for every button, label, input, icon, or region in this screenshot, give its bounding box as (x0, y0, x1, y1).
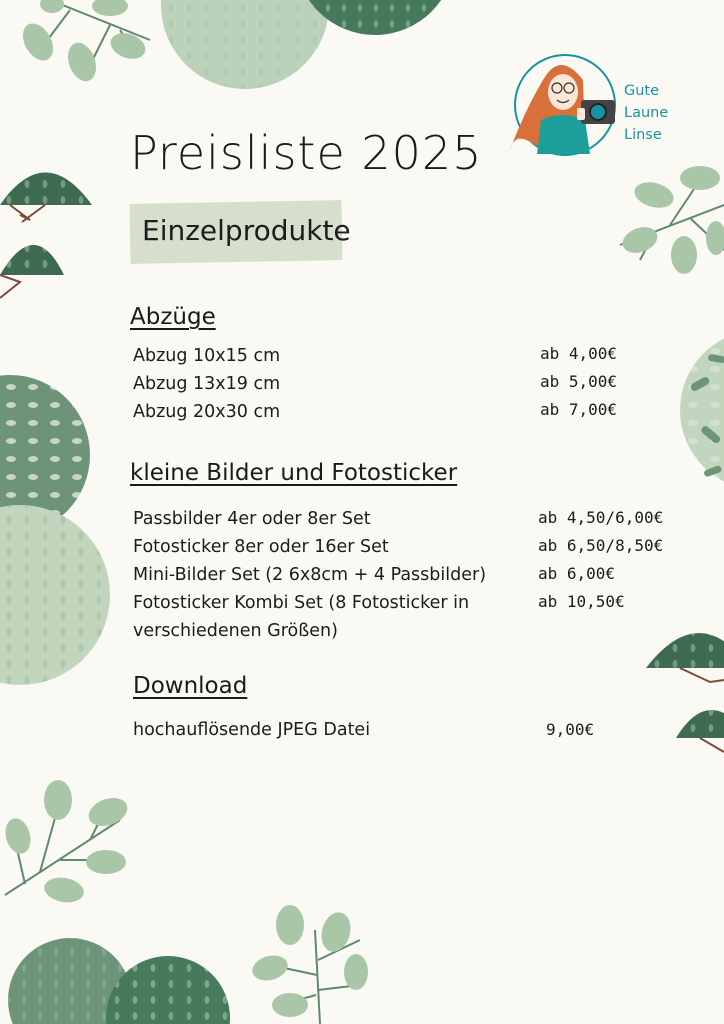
right-tree-circle (680, 330, 724, 490)
left-tree-top (0, 173, 92, 299)
price-item-price: ab 10,50€ (538, 592, 625, 611)
price-item-price: ab 5,00€ (540, 372, 618, 391)
bottom-left-branch (2, 780, 131, 905)
section-heading-download: Download (133, 673, 248, 699)
price-item-name: Passbilder 4er oder 8er Set (133, 509, 371, 529)
logo-text (624, 80, 668, 146)
price-item-price: 9,00€ (546, 720, 595, 739)
right-top-branch (619, 166, 724, 274)
logo-text-line: Gute (624, 83, 660, 99)
price-item-name: Abzug 13x19 cm (133, 374, 281, 394)
price-item-price: ab 6,00€ (538, 564, 616, 583)
subtitle: Einzelprodukte (142, 214, 351, 247)
bottom-tree-circles (8, 938, 230, 1024)
price-item-name: Fotosticker 8er oder 16er Set (133, 537, 389, 557)
bottom-center-branch (250, 905, 368, 1024)
price-item-price: ab 6,50/8,50€ (538, 536, 664, 555)
right-lower-trees (646, 633, 724, 752)
price-item-name: Abzug 20x30 cm (133, 402, 281, 422)
logo-text-line: Laune (624, 105, 669, 121)
price-item-name: Abzug 10x15 cm (133, 346, 281, 366)
price-item-name: Fotosticker Kombi Set (8 Fotosticker in verschiedenen Größen) (133, 593, 470, 641)
section-heading-abzuege: Abzüge (130, 304, 216, 330)
price-item-price: ab 4,50/6,00€ (538, 508, 664, 527)
left-tree-circles (0, 375, 110, 685)
photographer-avatar-icon (505, 50, 625, 160)
page-title: Preisliste 2025 (130, 126, 483, 180)
price-item-price: ab 4,00€ (540, 344, 618, 363)
section-heading-kleine-bilder: kleine Bilder und Fotosticker (130, 460, 458, 486)
price-item-price: ab 7,00€ (540, 400, 618, 419)
logo-text-line: Linse (624, 127, 662, 143)
price-item-name: hochauflösende JPEG Datei (133, 720, 371, 740)
logo (505, 50, 685, 160)
price-item-name: Mini-Bilder Set (2 6x8cm + 4 Passbilder) (133, 565, 487, 585)
top-tree-circles (161, 0, 455, 89)
